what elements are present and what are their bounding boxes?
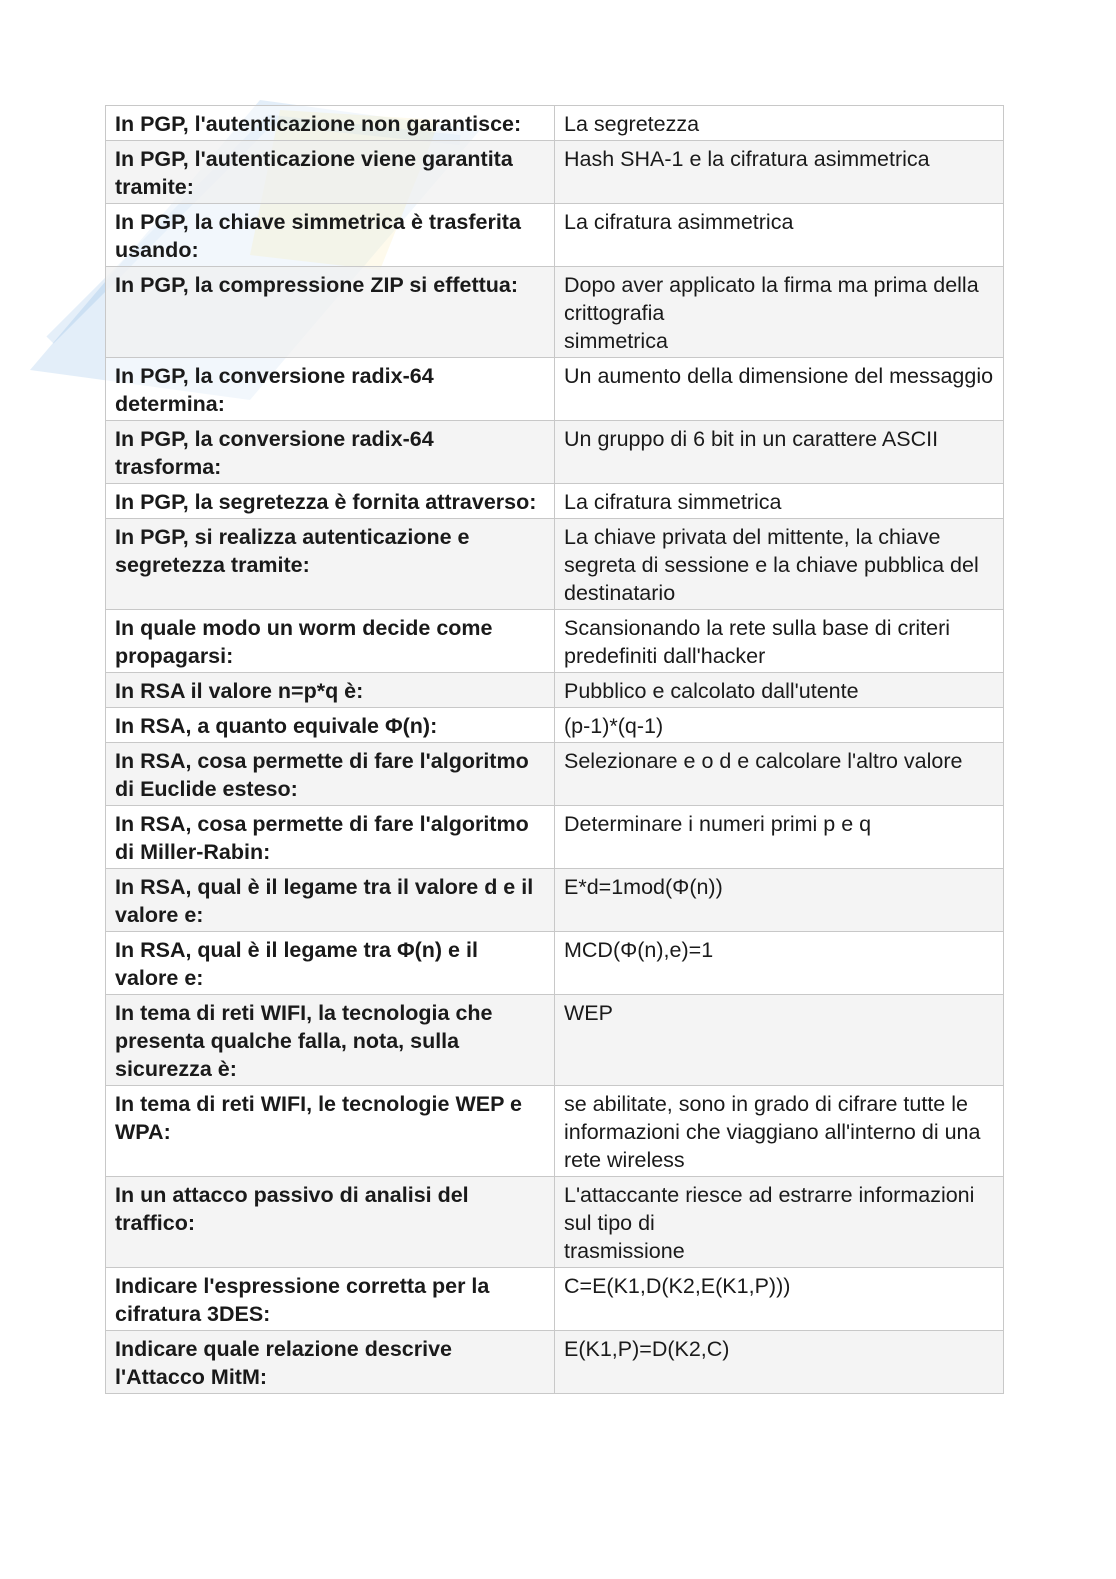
table-row	[106, 708, 1004, 743]
table-row	[106, 806, 1004, 869]
question-cell: In RSA, a quanto equivale Φ(n):	[106, 708, 555, 743]
table-row	[106, 610, 1004, 673]
table-row	[106, 421, 1004, 484]
answer-cell: Un gruppo di 6 bit in un carattere ASCII	[555, 421, 1004, 484]
question-cell: In RSA il valore n=p*q è:	[106, 673, 555, 708]
answer-cell: La cifratura simmetrica	[555, 484, 1004, 519]
question-cell: In PGP, la conversione radix-64 trasforma:	[106, 421, 555, 484]
question-cell: Indicare quale relazione descrive l'Attacco MitM:	[106, 1331, 555, 1394]
table-row	[106, 1331, 1004, 1394]
question-cell: In RSA, qual è il legame tra il valore d e il valore e:	[106, 869, 555, 932]
answer-cell: Pubblico e calcolato dall'utente	[555, 673, 1004, 708]
table-row	[106, 1086, 1004, 1177]
table-row	[106, 995, 1004, 1086]
question-cell: In PGP, si realizza autenticazione e segretezza tramite:	[106, 519, 555, 610]
question-cell: In RSA, cosa permette di fare l'algoritmo di Euclide esteso:	[106, 743, 555, 806]
table-row	[106, 869, 1004, 932]
question-cell: In PGP, la segretezza è fornita attraverso:	[106, 484, 555, 519]
question-cell: In RSA, cosa permette di fare l'algoritmo di Miller-Rabin:	[106, 806, 555, 869]
question-cell: In PGP, la conversione radix-64 determina:	[106, 358, 555, 421]
table-row	[106, 141, 1004, 204]
question-cell: Indicare l'espressione corretta per la cifratura 3DES:	[106, 1268, 555, 1331]
answer-cell: La chiave privata del mittente, la chiave segreta di sessione e la chiave pubblica del destinatario	[555, 519, 1004, 610]
question-cell: In quale modo un worm decide come propagarsi:	[106, 610, 555, 673]
answer-cell: La segretezza	[555, 106, 1004, 141]
table-row	[106, 204, 1004, 267]
answer-cell: WEP	[555, 995, 1004, 1086]
table-row	[106, 932, 1004, 995]
answer-cell: Scansionando la rete sulla base di criteri predefiniti dall'hacker	[555, 610, 1004, 673]
qa-table-body	[106, 106, 1004, 1394]
table-row	[106, 358, 1004, 421]
answer-cell: MCD(Φ(n),e)=1	[555, 932, 1004, 995]
table-row	[106, 267, 1004, 358]
table-row	[106, 1177, 1004, 1268]
question-cell: In tema di reti WIFI, la tecnologia che presenta qualche falla, nota, sulla sicurezza è:	[106, 995, 555, 1086]
question-cell: In un attacco passivo di analisi del traffico:	[106, 1177, 555, 1268]
answer-cell: Determinare i numeri primi p e q	[555, 806, 1004, 869]
answer-cell: E*d=1mod(Φ(n))	[555, 869, 1004, 932]
table-row	[106, 673, 1004, 708]
answer-cell: (p-1)*(q-1)	[555, 708, 1004, 743]
answer-cell: se abilitate, sono in grado di cifrare tutte le informazioni che viaggiano all'interno di una rete wireless	[555, 1086, 1004, 1177]
table-row	[106, 484, 1004, 519]
answer-cell: Dopo aver applicato la firma ma prima della crittografia simmetrica	[555, 267, 1004, 358]
qa-table	[105, 105, 1004, 1394]
table-row	[106, 743, 1004, 806]
answer-cell: E(K1,P)=D(K2,C)	[555, 1331, 1004, 1394]
table-row	[106, 106, 1004, 141]
table-row	[106, 1268, 1004, 1331]
answer-cell: La cifratura asimmetrica	[555, 204, 1004, 267]
answer-cell: L'attaccante riesce ad estrarre informazioni sul tipo di trasmissione	[555, 1177, 1004, 1268]
question-cell: In tema di reti WIFI, le tecnologie WEP e WPA:	[106, 1086, 555, 1177]
answer-cell: Selezionare e o d e calcolare l'altro valore	[555, 743, 1004, 806]
answer-cell: Un aumento della dimensione del messaggio	[555, 358, 1004, 421]
question-cell: In RSA, qual è il legame tra Φ(n) e il valore e:	[106, 932, 555, 995]
question-cell: In PGP, la chiave simmetrica è trasferita usando:	[106, 204, 555, 267]
answer-cell: C=E(K1,D(K2,E(K1,P)))	[555, 1268, 1004, 1331]
table-row	[106, 519, 1004, 610]
question-cell: In PGP, l'autenticazione non garantisce:	[106, 106, 555, 141]
question-cell: In PGP, l'autenticazione viene garantita tramite:	[106, 141, 555, 204]
answer-cell: Hash SHA-1 e la cifratura asimmetrica	[555, 141, 1004, 204]
question-cell: In PGP, la compressione ZIP si effettua:	[106, 267, 555, 358]
